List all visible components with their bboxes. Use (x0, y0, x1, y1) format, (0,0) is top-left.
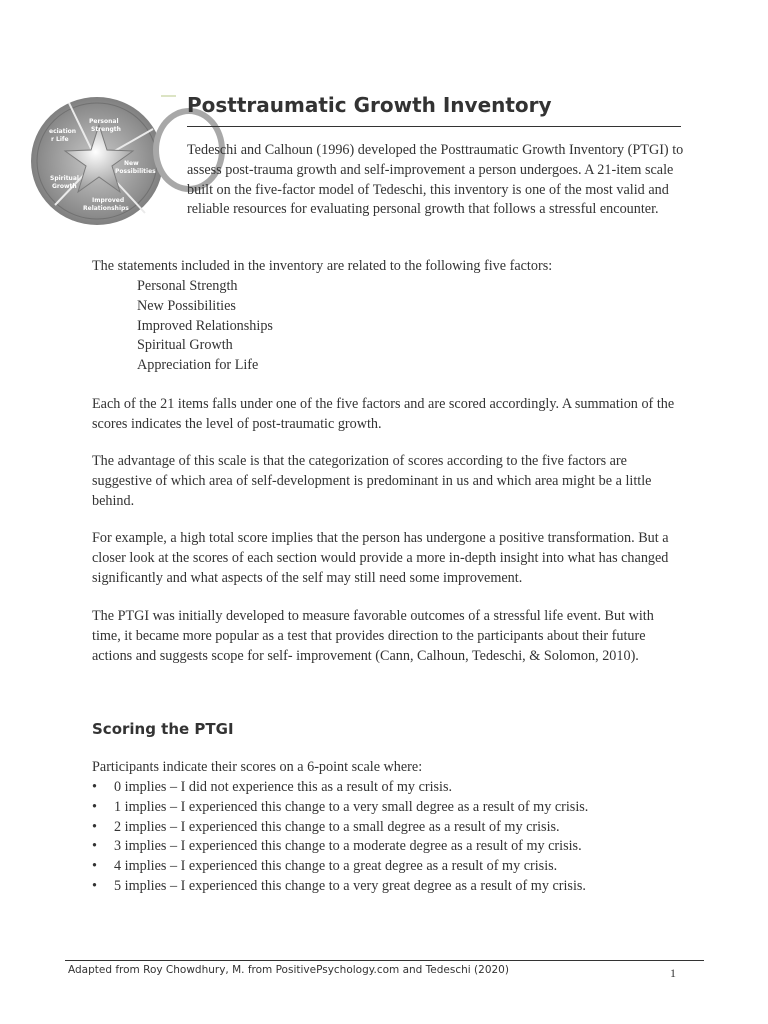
score-text: 1 implies – I experienced this change to a very small degree as a result of my crisis. (114, 798, 589, 815)
svg-text:eciation: eciation (49, 128, 77, 135)
section-heading-scoring: Scoring the PTGI (92, 720, 234, 738)
bullet: • (92, 779, 97, 795)
body-paragraph: Each of the 21 items falls under one of the five factors and are scored accordingly. A summation of the scores indicates the level of post-traumatic growth. (92, 396, 675, 432)
factor-item: Personal Strength (137, 278, 238, 294)
score-item (92, 798, 588, 818)
svg-text:Apprecia: Apprecia (163, 142, 193, 149)
svg-text:Personal: Personal (89, 118, 119, 125)
factor-item: Appreciation for Life (137, 357, 259, 374)
bullet: • (92, 798, 97, 815)
factor-item: Spiritual Growth (137, 337, 233, 354)
score-text: 0 implies – I did not experience this as a result of my crisis. (114, 779, 453, 795)
page-number: 1 (670, 966, 676, 980)
bullet: • (92, 838, 97, 855)
bullet: • (92, 858, 97, 875)
body-paragraph: The PTGI was initially developed to measure favorable outcomes of a stressful life event. But with time, it became more popular as a test that provides direction to the participants about their future actions and suggests scope for self- improvement (Cann, Calhoun, Tedeschi, & Solomon, 2010). (92, 608, 654, 664)
score-item (92, 857, 588, 877)
footer-citation: Adapted from Roy Chowdhury, M. from PositivePsychology.com and Tedeschi (2020) (68, 964, 509, 976)
document-title: Posttraumatic Growth Inventory (187, 93, 552, 117)
title-divider (187, 126, 681, 127)
bullet: • (92, 877, 97, 894)
factors-lead-text: The statements included in the inventory are related to the following five factors: (92, 258, 553, 274)
svg-text:Spiritual: Spiritual (50, 175, 79, 182)
bullet: • (92, 818, 97, 835)
score-text: 3 implies – I experienced this change to a moderate degree as a result of my crisis. (114, 838, 582, 855)
svg-text:Improved: Improved (92, 197, 125, 204)
factor-list (137, 277, 273, 376)
body-paragraph: For example, a high total score implies that the person has undergone a positive transformation. But a closer look at the scores of each section would provide a more in-depth insight into what has changed significantly and what aspects of the self may still need some improvement. (92, 530, 669, 586)
svg-text:New: New (124, 160, 139, 167)
factor-item: Improved Relationships (137, 317, 273, 334)
score-item (92, 778, 588, 798)
scoring-lead-text: Participants indicate their scores on a 6-point scale where: (92, 759, 423, 775)
footer-divider (65, 960, 704, 961)
svg-text:Possibilities: Possibilities (115, 168, 156, 175)
score-text: 5 implies – I experienced this change to a very great degree as a result of my crisis. (114, 877, 586, 894)
score-text: 2 implies – I experienced this change to a small degree as a result of my crisis. (114, 818, 560, 835)
svg-text:Growth: Growth (52, 183, 77, 190)
svg-text:r Life: r Life (51, 136, 69, 143)
star-diagram-icon (49, 95, 193, 232)
svg-text:Relationships: Relationships (83, 205, 129, 212)
body-paragraph: The advantage of this scale is that the categorization of scores according to the five factors are suggestive of which area of self-development is predominant in us and which area might be a little behind. (92, 453, 652, 509)
score-text: 4 implies – I experienced this change to a great degree as a result of my crisis. (114, 858, 558, 875)
score-item (92, 837, 588, 857)
svg-text:Strength: Strength (91, 126, 121, 133)
score-item (92, 818, 588, 838)
factor-item: New Possibilities (137, 297, 236, 314)
score-item (92, 877, 588, 897)
ptgi-star-diagram-image (49, 95, 193, 232)
intro-paragraph: Tedeschi and Calhoun (1996) developed the Posttraumatic Growth Inventory (PTGI) to assess post-trauma growth and self-improvement a person undergoes. A 21-item scale built on the five-factor model of Tedeschi, this inventory is one of the most valid and reliable resources for evaluating personal growth that follows a stressful encounter. (187, 142, 684, 218)
score-list (92, 778, 588, 897)
